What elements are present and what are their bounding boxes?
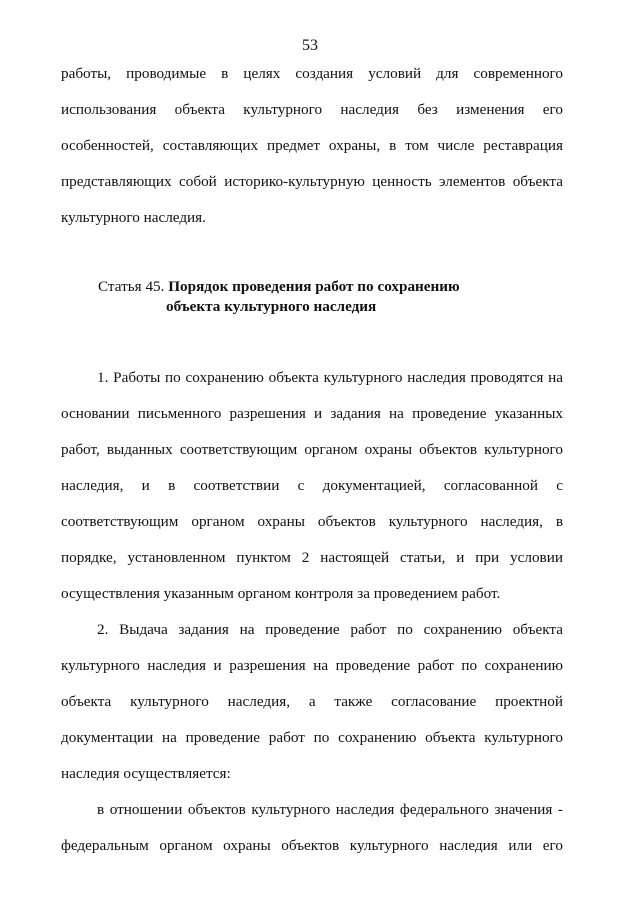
p1-line-5: соответствующим органом охраны объектов культурного наследия, в	[61, 513, 563, 530]
p1-line-3: работ, выданных соответствующим органом охраны объектов культурного	[61, 441, 563, 458]
intro-line-5: культурного наследия.	[61, 209, 206, 226]
intro-line-3: особенностей, составляющих предмет охраны, в том числе реставрация	[61, 137, 563, 154]
p2-line-5: наследия осуществляется:	[61, 765, 231, 782]
p1-line-2: основании письменного разрешения и задания на проведение указанных	[61, 405, 563, 422]
intro-line-1: работы, проводимые в целях создания условий для современного	[61, 65, 563, 82]
p2-line-4: документации на проведение работ по сохранению объекта культурного	[61, 729, 563, 746]
p2-line-2: культурного наследия и разрешения на проведение работ по сохранению	[61, 657, 563, 674]
article-heading-line-1	[98, 277, 460, 297]
intro-line-2: использования объекта культурного наследия без изменения его	[61, 101, 563, 118]
p2-line-1: 2. Выдача задания на проведение работ по сохранению объекта	[97, 621, 563, 638]
article-label: Статья 45.	[98, 278, 165, 295]
page-number: 53	[302, 37, 318, 54]
p1-line-4: наследия, и в соответствии с документацией, согласованной с	[61, 477, 563, 494]
p1-line-7: осуществления указанным органом контроля за проведением работ.	[61, 585, 501, 602]
p1-line-6: порядке, установленном пунктом 2 настоящей статьи, и при условии	[61, 549, 563, 566]
p1-line-1: 1. Работы по сохранению объекта культурного наследия проводятся на	[97, 369, 563, 386]
p3-line-2: федеральным органом охраны объектов культурного наследия или его	[61, 837, 563, 854]
intro-line-4: представляющих собой историко-культурную ценность элементов объекта	[61, 173, 563, 190]
p2-line-3: объекта культурного наследия, а также согласование проектной	[61, 693, 563, 710]
article-title-line-1: Порядок проведения работ по сохранению	[168, 278, 460, 295]
article-title-line-2: объекта культурного наследия	[166, 298, 377, 315]
article-heading-line-2	[166, 297, 376, 317]
p3-line-1: в отношении объектов культурного наследия федерального значения -	[97, 801, 563, 818]
